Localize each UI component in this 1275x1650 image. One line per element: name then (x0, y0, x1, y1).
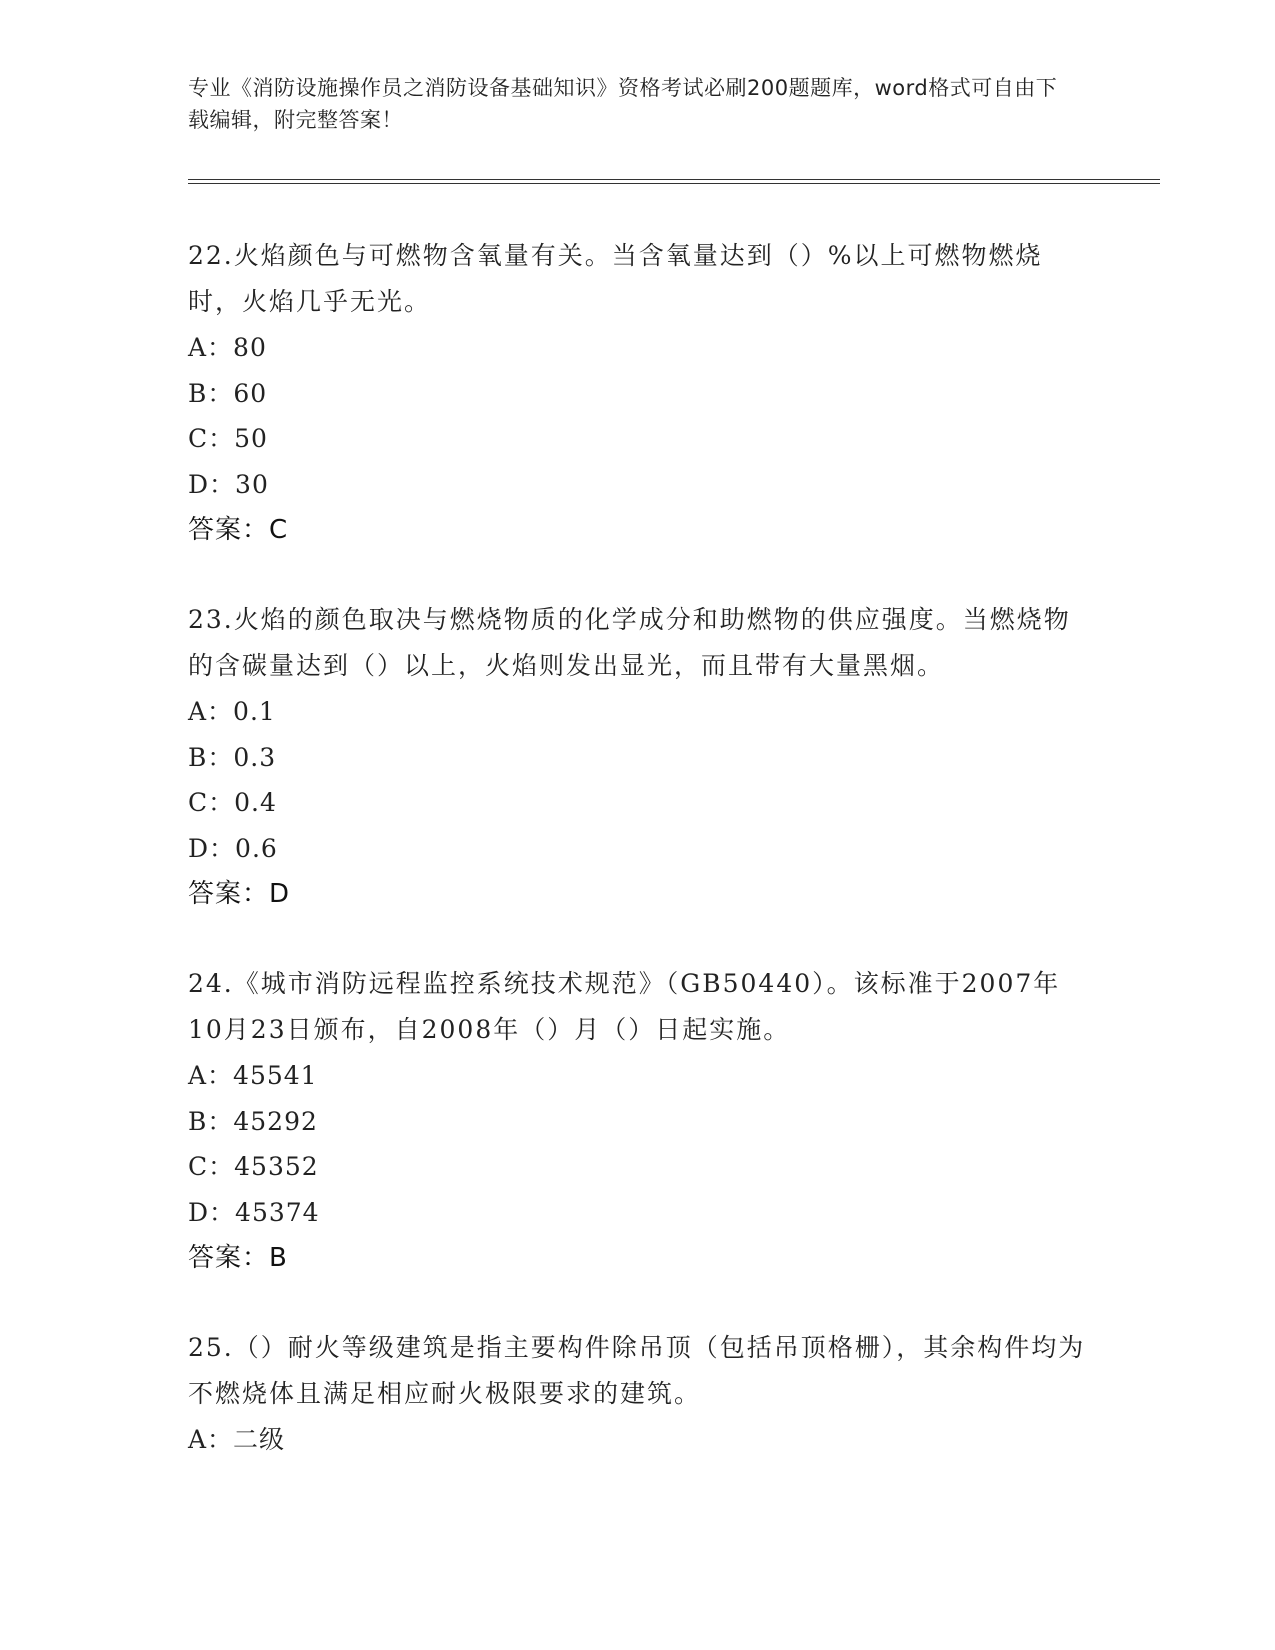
question-stem: 24.《城市消防远程监控系统技术规范》（GB50440）。该标准于2007年10月23日颁布，自2008年（）月（）日起实施。 (188, 969, 1061, 1044)
document-header (188, 72, 1068, 136)
question-stem: 22.火焰颜色与可燃物含氧量有关。当含氧量达到（）%以上可燃物燃烧时，火焰几乎无光。 (188, 241, 1043, 316)
question-22 (188, 233, 1088, 553)
header-divider-top (188, 179, 1160, 180)
option-b: B：60 (188, 378, 268, 408)
header-divider-bottom (188, 183, 1160, 184)
question-25 (188, 1325, 1088, 1463)
option-d: D：45374 (188, 1197, 320, 1227)
option-c: C：0.4 (188, 788, 277, 817)
question-stem: 25.（）耐火等级建筑是指主要构件除吊顶（包括吊顶格栅），其余构件均为不燃烧体且满足相应耐火极限要求的建筑。 (188, 1333, 1086, 1408)
option-d: D：0.6 (188, 833, 278, 863)
option-b: B：0.3 (188, 742, 277, 772)
option-b: B：45292 (188, 1106, 318, 1136)
option-d: D：30 (188, 469, 269, 499)
question-23 (188, 597, 1088, 917)
question-24 (188, 961, 1088, 1281)
option-c: C：50 (188, 424, 268, 453)
option-a: A：0.1 (188, 697, 276, 726)
option-c: C：45352 (188, 1152, 319, 1181)
answer-line: 答案：B (188, 1243, 288, 1273)
option-a: A：二级 (188, 1425, 286, 1454)
option-a: A：45541 (188, 1061, 318, 1090)
header-text: 专业《消防设施操作员之消防设备基础知识》资格考试必刷200题题库，word格式可自由下载编辑，附完整答案！ (188, 76, 1058, 132)
question-stem: 23.火焰的颜色取决与燃烧物质的化学成分和助燃物的供应强度。当燃烧物的含碳量达到（）以上，火焰则发出显光，而且带有大量黑烟。 (188, 605, 1071, 680)
answer-line: 答案：C (188, 515, 289, 545)
answer-line: 答案：D (188, 879, 291, 909)
option-a: A：80 (188, 333, 267, 362)
